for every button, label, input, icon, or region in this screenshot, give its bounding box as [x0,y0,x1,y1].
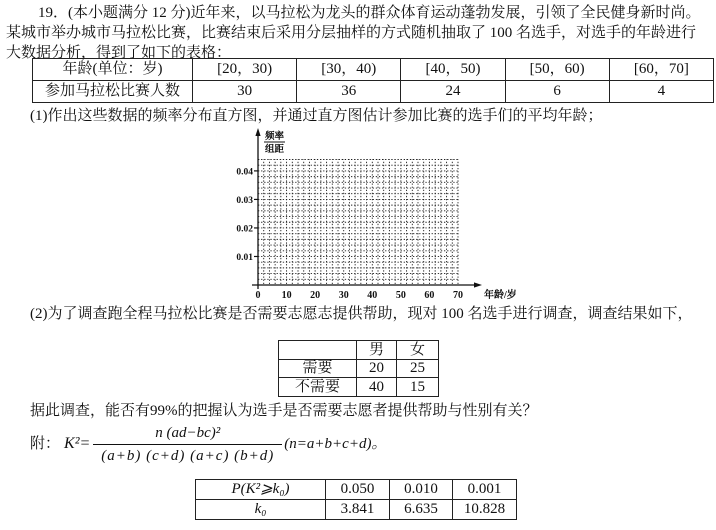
part2-text: (2)为了调查跑全程马拉松比赛是否需要志愿志提供帮助，现对 100 名选手进行调查，调查结果如下， [30,306,693,322]
value-cell: 20 [357,359,397,378]
survey-contingency-table [278,340,439,397]
formula-lhs: K²= [64,435,91,452]
svg-text:70: 70 [453,290,463,301]
svg-text:60: 60 [424,290,435,301]
statement-line-3: 大数据分析，得到了如下的表格： [6,45,232,61]
k0-value-cell: 10.828 [453,500,517,520]
age-distribution-table [32,58,714,103]
female-header-cell: 女 [397,341,439,360]
svg-text:0.04: 0.04 [236,167,253,178]
p-value-cell: 0.010 [390,480,453,500]
critical-values-table [195,479,517,520]
svg-text:0.02: 0.02 [236,224,253,235]
value-cell: 40 [357,378,397,397]
formula-suffix: (n=a+b+c+d)。 [284,436,387,452]
age-range-cell: [60，70] [609,59,713,81]
histogram-axes [232,126,532,304]
svg-text:0: 0 [255,290,261,301]
count-cell: 4 [609,81,713,103]
male-header-cell: 男 [357,341,397,360]
problem-statement [6,3,714,63]
count-label-cell: 参加马拉松比赛人数 [33,81,193,103]
formula-prefix: 附： [30,436,61,452]
statement-line-2: 某城市举办城市马拉松比赛，比赛结束后采用分层抽样的方式随机抽取了 100 名选手，对选手的年龄进行 [6,25,697,41]
fraction-denominator: (a+b) (c+d) (a+c) (b+d) [93,444,282,466]
table-row [33,81,714,103]
statement-line-1: 19．(本小题满分 12 分)近年来，以马拉松为龙头的群众体育运动蓬勃发展，引领了全民健身新时尚。 [38,5,701,21]
count-cell: 36 [297,81,401,103]
table-row [196,500,517,520]
p-k0-label-cell: P(K²⩾k₀) [196,480,326,500]
table-row [279,378,439,397]
value-cell: 15 [397,378,439,397]
fraction-numerator: n (ad−bc)² [155,424,221,441]
table-row [279,341,439,360]
k0-value-cell: 6.635 [390,500,453,520]
age-range-cell: [50，60) [505,59,609,81]
k0-label-cell: k₀ [196,500,326,520]
table-row [33,59,714,81]
age-range-cell: [20，30) [193,59,297,81]
p-value-cell: 0.001 [453,480,517,500]
svg-text:30: 30 [338,290,349,301]
part1-text: (1)作出这些数据的频率分布直方图，并通过直方图估计参加比赛的选手们的平均年龄； [30,108,603,124]
svg-text:10: 10 [281,290,292,301]
k0-value-cell: 3.841 [326,500,390,520]
svg-text:0.01: 0.01 [236,252,253,263]
svg-text:40: 40 [367,290,378,301]
k-squared-formula [30,423,386,465]
formula-fraction [93,423,282,466]
blank-cell [279,341,357,360]
count-cell: 30 [193,81,297,103]
table-row [279,359,439,378]
svg-text:50: 50 [395,290,406,301]
question-text: 据此调查，能否有99%的把握认为选手是否需要志愿者提供帮助与性别有关？ [30,403,538,419]
age-range-cell: [30，40) [297,59,401,81]
age-range-cell: [40，50) [401,59,505,81]
svg-text:年龄/岁: 年龄/岁 [484,290,517,301]
no-need-label-cell: 不需要 [279,378,357,397]
svg-text:组距: 组距 [265,145,285,155]
count-cell: 24 [401,81,505,103]
svg-text:20: 20 [310,290,321,301]
value-cell: 25 [397,359,439,378]
svg-text:0.03: 0.03 [236,195,253,206]
need-label-cell: 需要 [279,359,357,378]
svg-text:频率: 频率 [265,132,285,142]
table-row [196,480,517,500]
histogram-grid-chart [232,126,532,304]
p-value-cell: 0.050 [326,480,390,500]
age-header-cell: 年龄(单位：岁) [33,59,193,81]
count-cell: 6 [505,81,609,103]
